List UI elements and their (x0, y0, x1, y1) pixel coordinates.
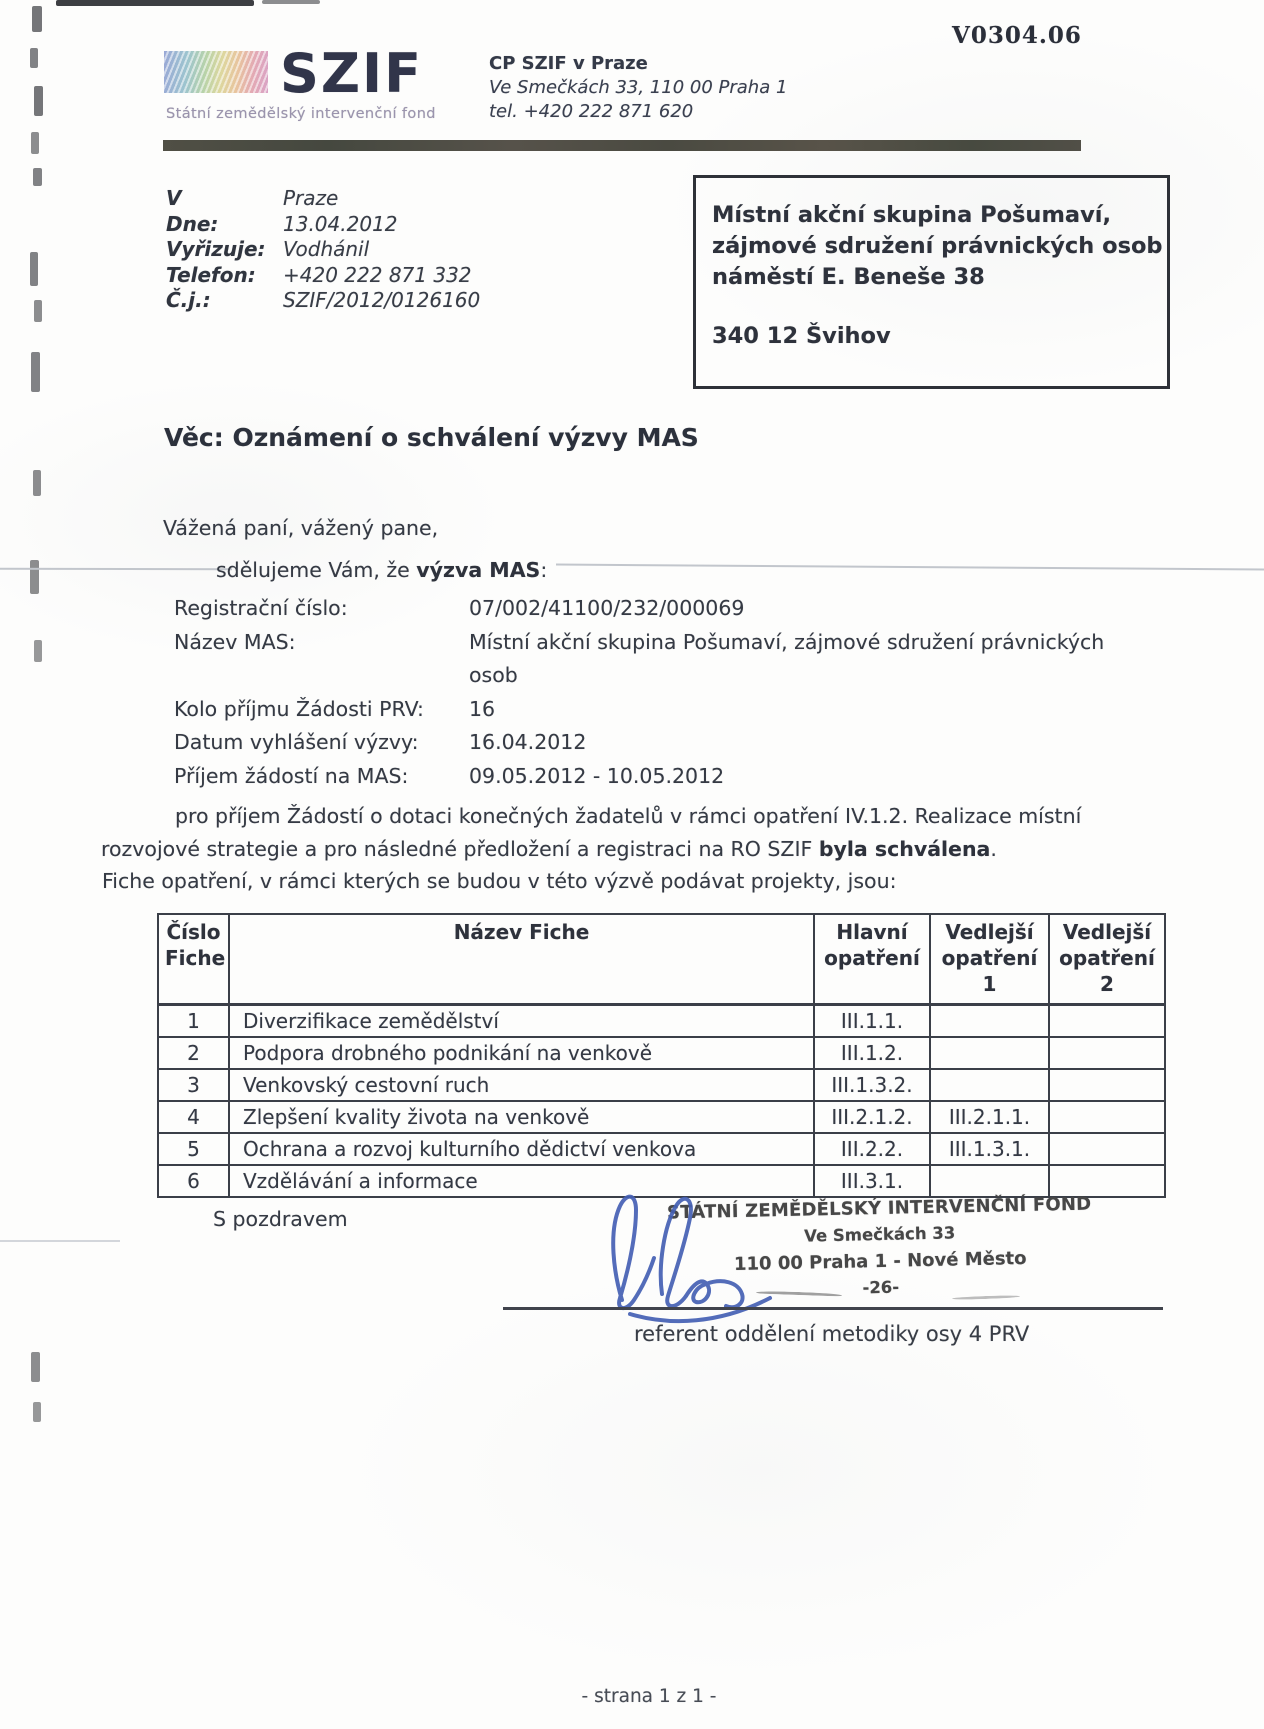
cell-vedlejsi-1: III.2.1.1. (930, 1101, 1049, 1133)
cell-vedlejsi-1 (930, 1005, 1049, 1037)
table-row (158, 1133, 1165, 1165)
szif-logo-image (164, 51, 268, 93)
szif-logo-text: SZIF (280, 42, 424, 105)
meta-row-ref-number (166, 288, 480, 314)
cell-vedlejsi-1 (930, 1165, 1049, 1197)
szif-logo-tagline: Státní zemědělský intervenční fond (166, 106, 436, 122)
fiche-table-intro: Fiche opatření, v rámci kterých se budou v této výzvě podávat projekty, jsou: (102, 869, 897, 893)
table-row (158, 1101, 1165, 1133)
detail-row-mas-name (174, 626, 1119, 693)
cell-cislo: 2 (158, 1037, 229, 1069)
col-header-vedlejsi-opatreni-1: Vedlejší opatření 1 (930, 914, 1049, 1005)
cell-nazev: Diverzifikace zemědělství (229, 1005, 814, 1037)
table-row (158, 1069, 1165, 1101)
cell-vedlejsi-1 (930, 1069, 1049, 1101)
cell-nazev: Vzdělávání a informace (229, 1165, 814, 1197)
scan-artifact (34, 86, 43, 116)
scan-artifact (33, 1402, 41, 1422)
meta-label: Dne: (166, 211, 219, 236)
detail-row-intake-dates (174, 760, 1119, 794)
scan-artifact (30, 252, 38, 286)
meta-row-place (166, 186, 480, 212)
fold-line (0, 1240, 120, 1242)
subject-line: Věc: Oznámení o schválení výzvy MAS (164, 423, 699, 452)
meta-label: Č.j.: (166, 288, 211, 313)
detail-row-registration (174, 592, 1119, 626)
detail-label: Název MAS: (174, 629, 296, 654)
scan-artifact (33, 470, 41, 496)
meta-value: 13.04.2012 (283, 211, 398, 236)
scan-artifact (262, 0, 320, 4)
office-phone: tel. +420 222 871 620 (489, 101, 694, 122)
detail-label: Registrační číslo: (174, 596, 348, 620)
table-row (158, 1005, 1165, 1037)
office-street: Ve Smečkách 33, 110 00 Praha 1 (489, 77, 788, 98)
recipient-line: zájmové sdružení právnických osob (712, 233, 1163, 259)
detail-value: 16.04.2012 (469, 730, 587, 754)
cell-cislo: 6 (158, 1165, 229, 1197)
col-header-hlavni-opatreni: Hlavní opatření (814, 914, 930, 1005)
cell-vedlejsi-2 (1049, 1005, 1165, 1037)
stamp-line-city: 110 00 Praha 1 - Nové Město (733, 1247, 1027, 1276)
fiche-table-header-row (158, 914, 1165, 1005)
cell-hlavni: III.2.2. (814, 1133, 930, 1165)
col-header-vedlejsi-opatreni-2: Vedlejší opatření 2 (1049, 914, 1165, 1005)
meta-label: V (166, 186, 182, 210)
scan-artifact (30, 560, 39, 594)
intro-plain: sdělujeme Vám, že (216, 558, 417, 582)
cell-vedlejsi-2 (1049, 1037, 1165, 1069)
call-details-block (174, 592, 1119, 793)
detail-value: 09.05.2012 - 10.05.2012 (469, 763, 725, 788)
detail-value: Místní akční skupina Pošumaví, zájmové sdružení právnických osob (469, 629, 1105, 687)
meta-label: Telefon: (166, 262, 256, 287)
recipient-address-box (693, 175, 1170, 389)
cell-cislo: 4 (158, 1101, 229, 1133)
scan-artifact (31, 1352, 40, 1382)
scan-artifact (31, 352, 40, 392)
scan-artifact (56, 0, 254, 6)
detail-row-announcement-date (174, 726, 1119, 760)
cell-vedlejsi-1 (930, 1037, 1049, 1069)
meta-value: SZIF/2012/0126160 (283, 288, 481, 313)
meta-row-date (166, 212, 480, 238)
cell-vedlejsi-1: III.1.3.1. (930, 1133, 1049, 1165)
cell-nazev: Venkovský cestovní ruch (229, 1069, 814, 1101)
table-row (158, 1037, 1165, 1069)
intro-colon: : (540, 558, 548, 582)
recipient-city: 340 12 Švihov (712, 323, 891, 349)
cell-hlavni: III.1.2. (814, 1037, 930, 1069)
approval-paragraph (101, 800, 1169, 866)
detail-row-round (174, 693, 1119, 727)
meta-value: Vodhánil (283, 237, 370, 262)
col-header-nazev-fiche: Název Fiche (229, 914, 814, 1005)
paragraph-plain: pro příjem Žádostí o dotaci konečných žadatelů v rámci opatření IV.1.2. Realizace místní rozvojové strategie a pro následné předložení a registraci na RO SZIF (101, 804, 1082, 861)
meta-value: Praze (283, 186, 339, 210)
meta-row-phone (166, 263, 480, 289)
fold-line (556, 564, 1264, 571)
scan-artifact (31, 132, 39, 154)
intro-bold: výzva MAS (416, 558, 541, 582)
cell-hlavni: III.3.1. (814, 1165, 930, 1197)
stamp-line-fund-name: STÁTNÍ ZEMĚDĚLSKÝ INTERVENČNÍ FOND (666, 1193, 1092, 1224)
stamp-line-street: Ve Smečkách 33 (803, 1223, 956, 1246)
document-code: V0304.06 (952, 22, 1082, 49)
header-separator-bar (163, 140, 1081, 151)
handwritten-signature (600, 1182, 810, 1327)
meta-label: Vyřizuje: (166, 237, 266, 262)
scan-artifact (33, 168, 42, 186)
fiche-table (157, 913, 1166, 1198)
recipient-line: Místní akční skupina Pošumaví, (712, 202, 1112, 228)
page-number-footer: - strana 1 z 1 - (581, 1686, 717, 1707)
stamp-line-number: -26- (862, 1277, 900, 1298)
cell-vedlejsi-2 (1049, 1101, 1165, 1133)
col-header-cislo-fiche: Číslo Fiche (158, 914, 229, 1005)
paragraph-bold: byla schválena (818, 837, 991, 861)
cell-cislo: 3 (158, 1069, 229, 1101)
cell-cislo: 5 (158, 1133, 229, 1165)
signature-line (503, 1307, 1163, 1310)
scan-artifact (30, 48, 38, 68)
cell-nazev: Zlepšení kvality života na venkově (229, 1101, 814, 1133)
meta-value: +420 222 871 332 (283, 262, 472, 287)
scan-artifact (34, 640, 42, 662)
paragraph-end: . (990, 837, 997, 861)
cell-vedlejsi-2 (1049, 1133, 1165, 1165)
cell-nazev: Ochrana a rozvoj kulturního dědictví venkova (229, 1133, 814, 1165)
scan-artifact (34, 300, 42, 322)
cell-hlavni: III.1.3.2. (814, 1069, 930, 1101)
intro-sentence (216, 558, 547, 582)
cell-nazev: Podpora drobného podnikání na venkově (229, 1037, 814, 1069)
detail-value: 16 (469, 696, 496, 721)
greeting: Vážená paní, vážený pane, (163, 516, 439, 540)
detail-label: Datum vyhlášení výzvy: (174, 730, 419, 754)
recipient-line: náměstí E. Beneše 38 (712, 264, 985, 290)
meta-row-handler (166, 237, 480, 263)
cell-vedlejsi-2 (1049, 1069, 1165, 1101)
letter-meta-block (166, 186, 480, 314)
detail-label: Kolo příjmu Žádosti PRV: (174, 696, 424, 721)
closing-salutation: S pozdravem (213, 1207, 348, 1231)
scan-artifact (32, 6, 42, 32)
cell-hlavni: III.1.1. (814, 1005, 930, 1037)
cell-cislo: 1 (158, 1005, 229, 1037)
office-address-block (489, 52, 787, 124)
cell-hlavni: III.2.1.2. (814, 1101, 930, 1133)
detail-label: Příjem žádostí na MAS: (174, 763, 409, 788)
detail-value: 07/002/41100/232/000069 (469, 596, 745, 620)
signer-role: referent oddělení metodiky osy 4 PRV (634, 1322, 1030, 1346)
office-name: CP SZIF v Praze (489, 53, 648, 74)
